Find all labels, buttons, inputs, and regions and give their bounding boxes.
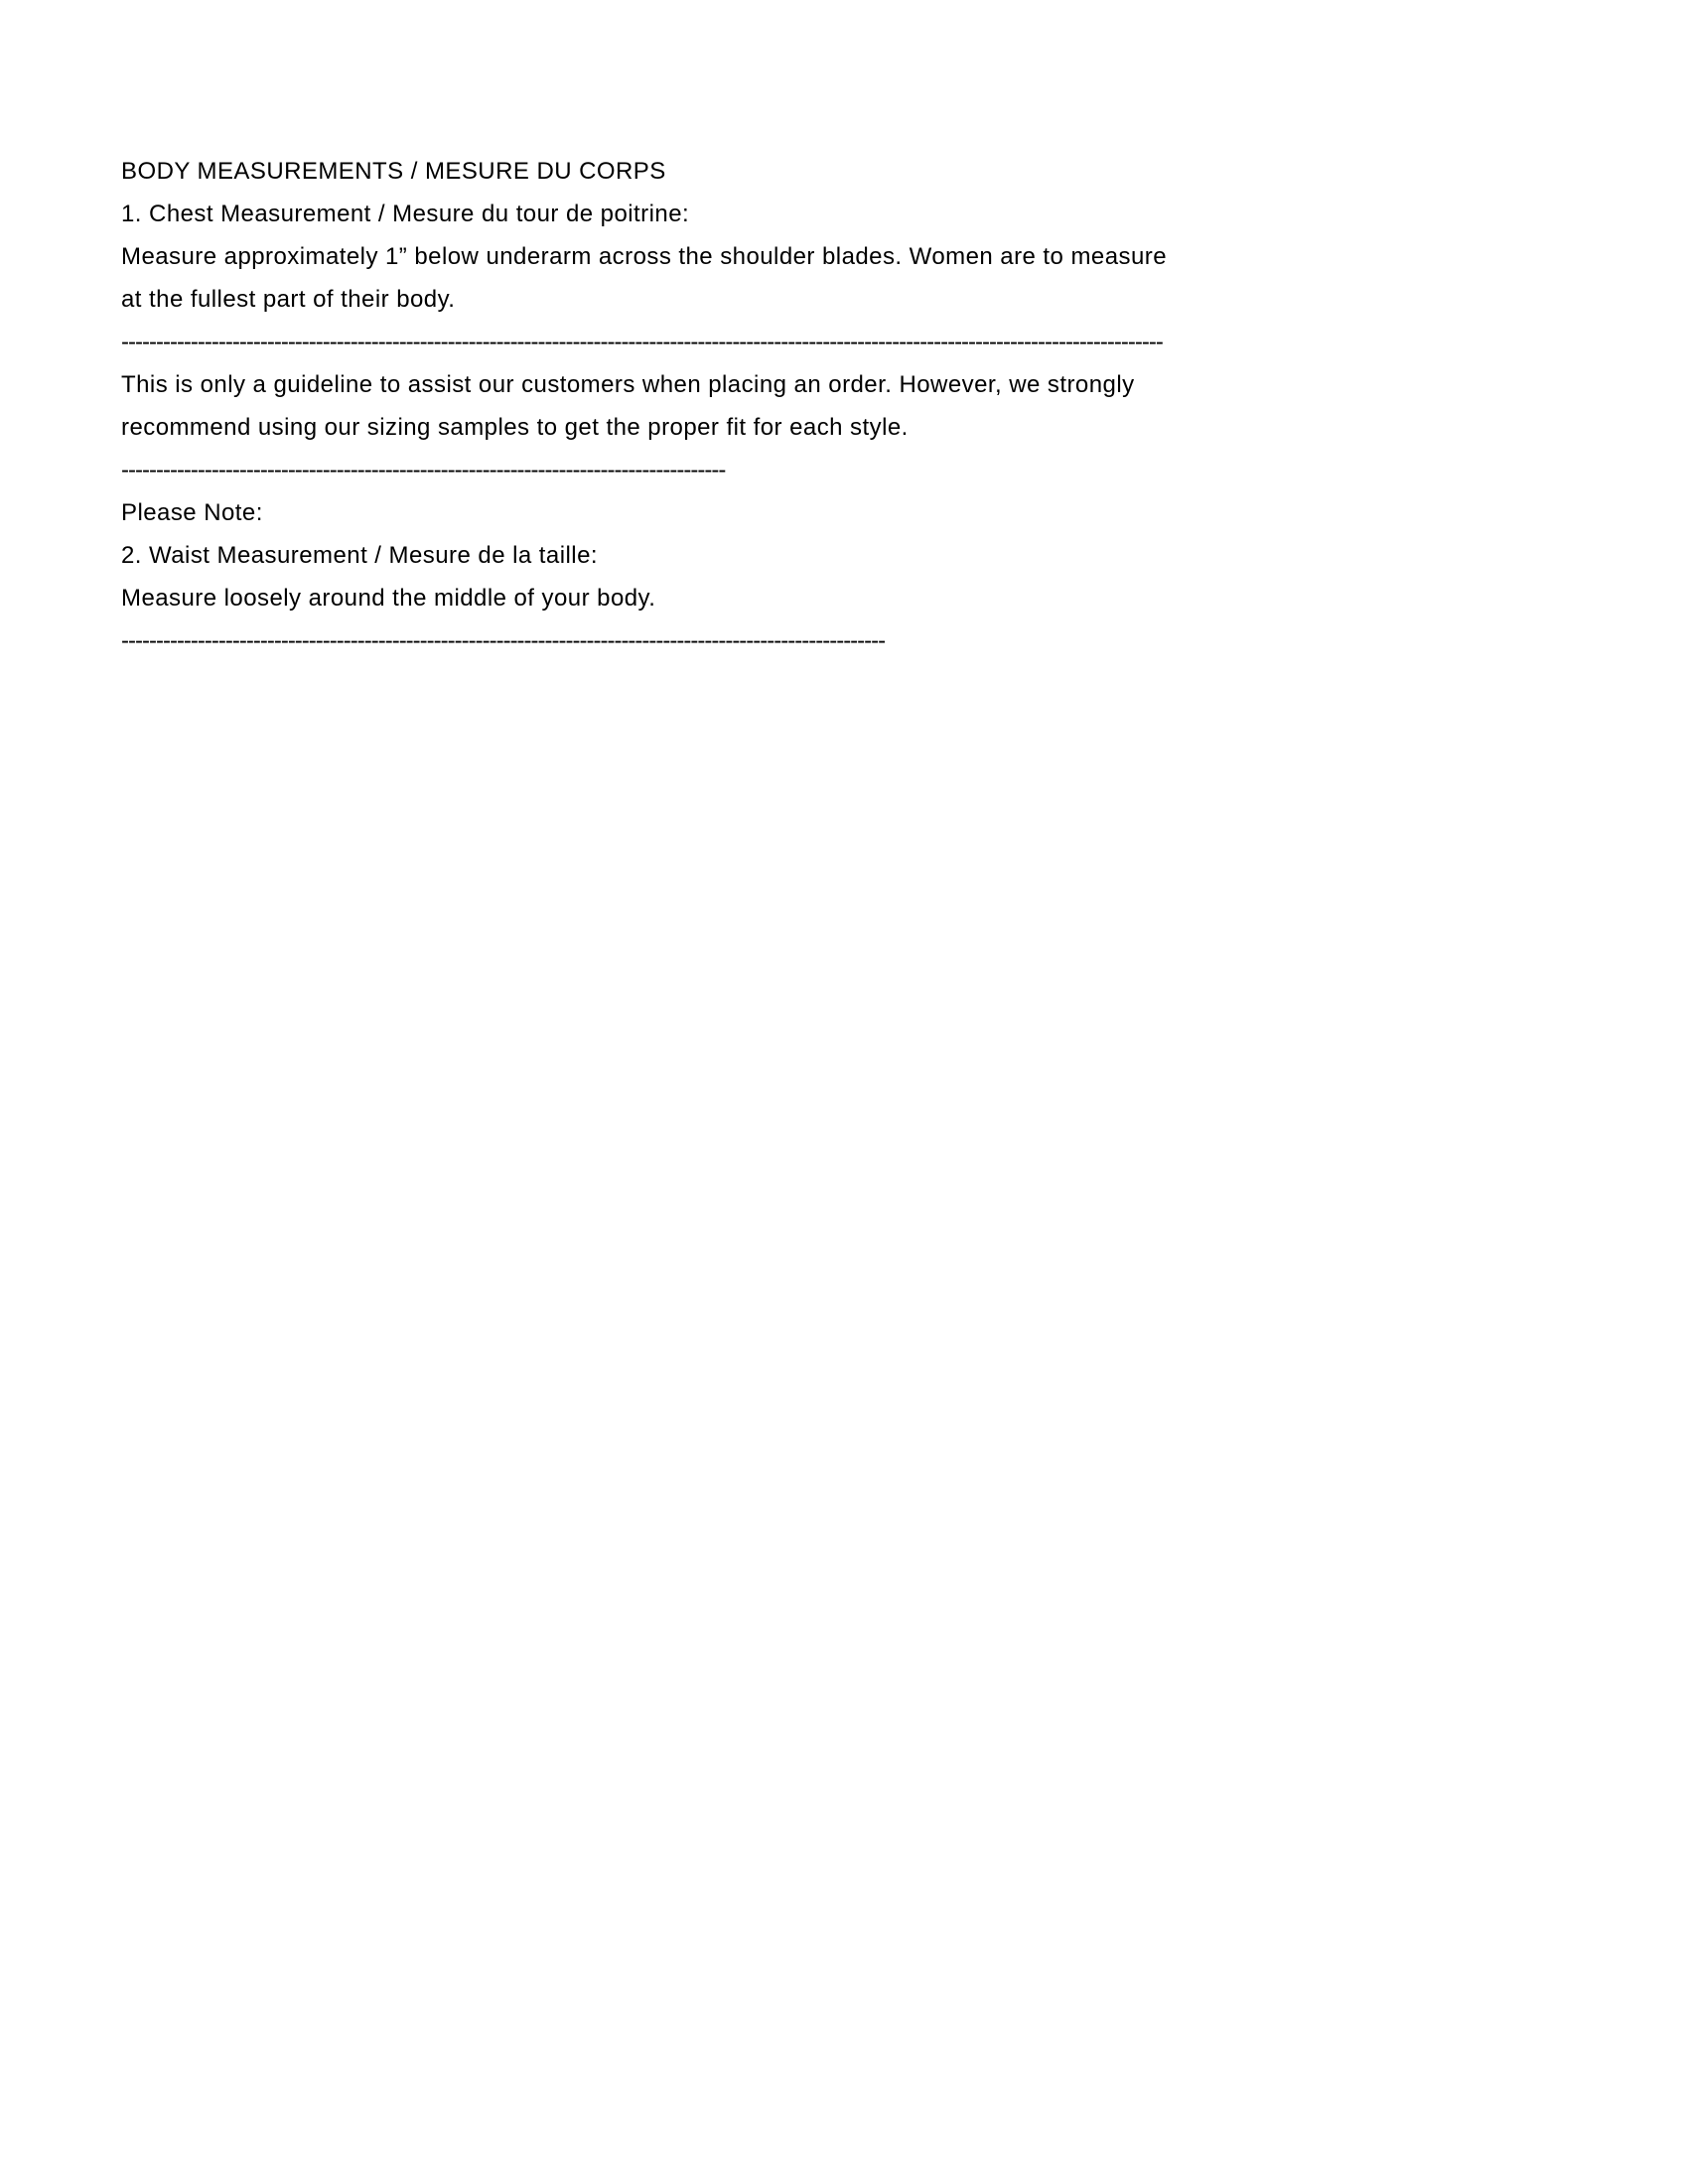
chest-measurement-text-line-1: Measure approximately 1” below underarm across the shoulder blades. Women are to measure [121,243,1167,270]
divider-dashes-2: --------------------------------------------------------------------------------------- [121,457,726,483]
chest-measurement-text-line-2: at the fullest part of their body. [121,286,456,313]
guideline-note-line-1: This is only a guideline to assist our customers when placing an order. However, we strongly [121,371,1135,398]
guideline-note-line-2: recommend using our sizing samples to get the proper fit for each style. [121,414,909,441]
doc-title: BODY MEASUREMENTS / MESURE DU CORPS [121,158,666,185]
document-text-block [121,150,1628,662]
section-2-heading: 2. Waist Measurement / Mesure de la taille: [121,542,598,569]
divider-dashes-1: ------------------------------------------------------------------------------------------------------------------------------------------------------ [121,329,1163,355]
divider-dashes-3: -------------------------------------------------------------------------------------------------------------- [121,627,886,654]
waist-measurement-text: Measure loosely around the middle of your body. [121,585,656,612]
please-note-label: Please Note: [121,499,263,526]
section-1-heading: 1. Chest Measurement / Mesure du tour de poitrine: [121,201,690,227]
